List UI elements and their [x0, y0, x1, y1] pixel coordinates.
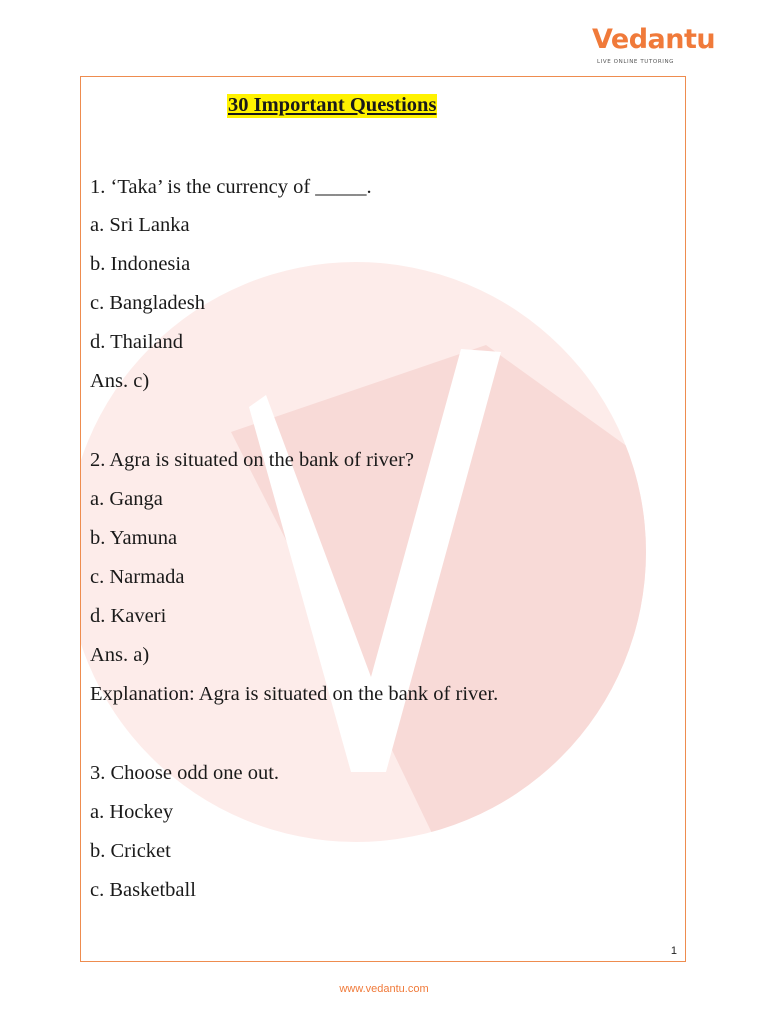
footer-url[interactable]: www.vedantu.com [339, 983, 429, 995]
logo-wordmark: Vedantu [592, 24, 716, 55]
question-1-option-b: b. Indonesia [90, 253, 191, 275]
question-3-text: 3. Choose odd one out. [90, 762, 280, 784]
watermark-logo-icon [81, 77, 686, 962]
question-2-answer: Ans. a) [90, 644, 150, 666]
question-2-explanation: Explanation: Agra is situated on the bank of river. [90, 683, 499, 705]
question-1-text: 1. ‘Taka’ is the currency of _____. [90, 176, 372, 198]
question-2-option-a: a. Ganga [90, 488, 163, 510]
logo-tagline: LIVE ONLINE TUTORING [597, 59, 675, 65]
page-frame [80, 76, 686, 962]
question-1-option-a: a. Sri Lanka [90, 214, 190, 236]
question-2-option-d: d. Kaveri [90, 605, 167, 627]
question-3-option-c: c. Basketball [90, 879, 196, 901]
question-2-option-b: b. Yamuna [90, 527, 178, 549]
question-2-text: 2. Agra is situated on the bank of river? [90, 449, 414, 471]
vedantu-logo [588, 24, 716, 72]
question-1-option-c: c. Bangladesh [90, 292, 205, 314]
page-number: 1 [670, 945, 677, 957]
question-1-answer: Ans. c) [90, 370, 150, 392]
page-title: 30 Important Questions [228, 94, 437, 116]
question-1-option-d: d. Thailand [90, 331, 183, 353]
question-3-option-b: b. Cricket [90, 840, 171, 862]
question-2-option-c: c. Narmada [90, 566, 185, 588]
question-3-option-a: a. Hockey [90, 801, 174, 823]
